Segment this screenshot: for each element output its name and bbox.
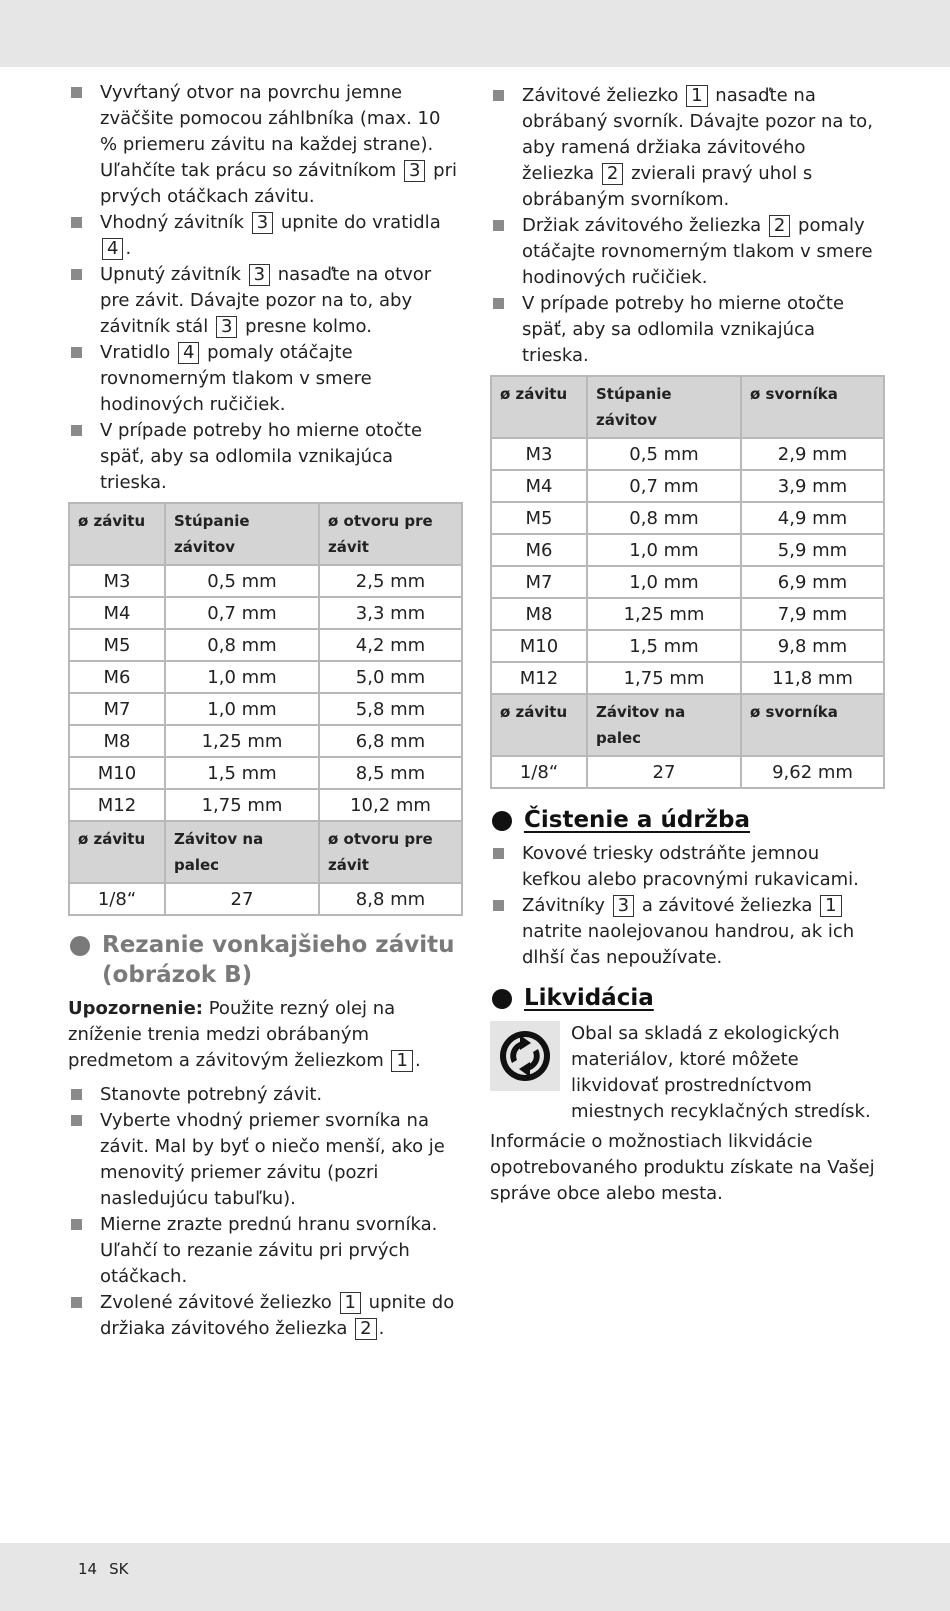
table-cell: M5 — [491, 502, 587, 534]
table-cell: 9,8 mm — [741, 630, 884, 662]
table-header-cell: ø závitu — [491, 694, 587, 756]
table-row — [491, 566, 884, 598]
table-cell: 1,0 mm — [165, 661, 319, 693]
right-column — [490, 83, 883, 1207]
bullet-item — [490, 291, 883, 369]
table-cell: 2,5 mm — [319, 565, 462, 597]
disposal-info-text: Informácie o možnostiach likvidácie opotrebovaného produktu získate na Vašej správe obce alebo mesta. — [490, 1131, 875, 1204]
right-spec-table-wrap — [490, 375, 883, 789]
part-ref-badge: 4 — [178, 342, 199, 364]
table-cell: 8,8 mm — [319, 883, 462, 915]
table-cell: 27 — [587, 756, 741, 788]
table-row — [69, 629, 462, 661]
cleaning-bullet-list — [490, 841, 883, 971]
table-cell: 3,9 mm — [741, 470, 884, 502]
part-ref-badge: 1 — [391, 1050, 412, 1072]
bullet-text: natrite naolejovanou handrou, ak ich dlhší čas nepoužívate. — [522, 921, 855, 968]
bullet-text: . — [125, 238, 132, 259]
table-cell: 10,2 mm — [319, 789, 462, 821]
table-header-cell: Závitov na palec — [587, 694, 741, 756]
table-row — [491, 630, 884, 662]
part-ref-badge: 3 — [613, 895, 634, 917]
table-cell: 0,7 mm — [587, 470, 741, 502]
recycling-symbol-icon — [490, 1021, 560, 1091]
bullet-item — [68, 418, 461, 496]
section-bullet-icon — [70, 936, 90, 956]
left-spec-table-wrap — [68, 502, 461, 916]
bullet-text: upnite do vratidla — [275, 212, 441, 233]
bullet-item — [68, 1108, 461, 1212]
table-cell: 1,75 mm — [587, 662, 741, 694]
table-cell: M7 — [491, 566, 587, 598]
table-cell: M3 — [491, 438, 587, 470]
table-cell: 1,75 mm — [165, 789, 319, 821]
table-cell: M7 — [69, 693, 165, 725]
table-header-cell: ø závitu — [491, 376, 587, 438]
table-header-cell: ø otvoru pre závit — [319, 503, 462, 565]
table-cell: 1,25 mm — [165, 725, 319, 757]
bullet-square-icon — [71, 269, 82, 280]
table-header-cell: ø svorníka — [741, 376, 884, 438]
bullet-text: Závitové želiezko — [522, 85, 685, 106]
table-header-cell: Závitov na palec — [165, 821, 319, 883]
bullet-text: nasaďte na otvor pre závit. Dávajte pozor na to, aby závitník stál — [100, 264, 432, 337]
bullet-text: Vratidlo — [100, 342, 176, 363]
table-cell: 1,5 mm — [587, 630, 741, 662]
cleaning-title: Čistenie a údržba — [524, 807, 750, 833]
bullet-text: pri prvých otáčkach závitu. — [100, 160, 458, 207]
bullet-text: Vyvŕtaný otvor na povrchu jemne zväčšite pomocou záhlbníka (max. 10 % priemeru závitu na každej strane). Uľahčíte tak prácu so závitníkom — [100, 82, 441, 181]
bullet-text: zvierali pravý uhol s obrábaným svorníkom. — [522, 163, 813, 210]
table-cell: M4 — [69, 597, 165, 629]
table-row — [69, 693, 462, 725]
thread-spec-table — [490, 375, 885, 789]
table-cell: 0,5 mm — [165, 565, 319, 597]
table-cell: M8 — [69, 725, 165, 757]
table-cell: 0,8 mm — [165, 629, 319, 661]
table-header-cell: ø závitu — [69, 503, 165, 565]
bullet-text: Stanovte potrebný závit. — [100, 1084, 323, 1105]
table-header-row — [491, 694, 884, 756]
bullet-text: Upnutý závitník — [100, 264, 247, 285]
table-header-cell: ø otvoru pre závit — [319, 821, 462, 883]
bullet-text: Zvolené závitové želiezko — [100, 1292, 338, 1313]
disposal-block — [490, 1021, 883, 1125]
table-row — [69, 725, 462, 757]
bullet-item — [490, 83, 883, 213]
bullet-item — [68, 80, 461, 210]
table-cell: M5 — [69, 629, 165, 661]
table-cell: 9,62 mm — [741, 756, 884, 788]
table-cell: 0,5 mm — [587, 438, 741, 470]
table-cell: 1,25 mm — [587, 598, 741, 630]
bullet-item — [68, 1290, 461, 1342]
disposal-text: Obal sa skladá z ekologických materiálov, ktoré môžete likvidovať prostredníctvom miestnych recyklačných stredísk. — [571, 1023, 871, 1122]
table-cell: 1/8“ — [491, 756, 587, 788]
table-cell: 1,5 mm — [165, 757, 319, 789]
bullet-square-icon — [493, 298, 504, 309]
table-cell: 1,0 mm — [587, 534, 741, 566]
table-row — [491, 438, 884, 470]
table-cell: M6 — [69, 661, 165, 693]
table-header-cell: Stúpanie závitov — [165, 503, 319, 565]
table-cell: 2,9 mm — [741, 438, 884, 470]
table-row — [69, 597, 462, 629]
table-cell: 1,0 mm — [587, 566, 741, 598]
bullet-text: V prípade potreby ho mierne otočte späť, aby sa odlomila vznikajúca trieska. — [522, 293, 845, 366]
section-heading-cleaning — [490, 805, 883, 835]
bullet-square-icon — [493, 220, 504, 231]
table-row — [491, 756, 884, 788]
bullet-text: pomaly otáčajte rovnomerným tlakom v smere hodinových ručičiek. — [522, 215, 873, 288]
part-ref-badge: 3 — [216, 316, 237, 338]
table-header-row — [69, 821, 462, 883]
bullet-text: upnite do držiaka závitového želiezka — [100, 1292, 455, 1339]
table-cell: 6,8 mm — [319, 725, 462, 757]
table-cell: 0,7 mm — [165, 597, 319, 629]
table-cell: 0,8 mm — [587, 502, 741, 534]
note-label: Upozornenie: — [68, 998, 203, 1019]
left-bullet-list-2 — [68, 1082, 461, 1342]
footer — [78, 1560, 140, 1578]
section-title-line-2: (obrázok B) — [102, 962, 253, 988]
bullet-item — [68, 340, 461, 418]
bullet-text: Kovové triesky odstráňte jemnou kefkou alebo pracovnými rukavicami. — [522, 843, 859, 890]
bullet-text: V prípade potreby ho mierne otočte späť, aby sa odlomila vznikajúca trieska. — [100, 420, 423, 493]
bullet-text: Držiak závitového želiezka — [522, 215, 767, 236]
part-ref-badge: 1 — [820, 895, 841, 917]
bullet-item — [490, 841, 883, 893]
bullet-square-icon — [493, 90, 504, 101]
table-row — [491, 662, 884, 694]
section-bullet-icon — [492, 811, 512, 831]
table-row — [69, 883, 462, 915]
bullet-square-icon — [71, 1089, 82, 1100]
note-paragraph — [68, 996, 461, 1074]
part-ref-badge: 1 — [340, 1292, 361, 1314]
table-cell: M8 — [491, 598, 587, 630]
note-text: Použite rezný olej na zníženie trenia medzi obrábaným predmetom a závitovým želiezkom — [68, 998, 396, 1071]
bullet-item — [490, 213, 883, 291]
bullet-text: Vhodný závitník — [100, 212, 250, 233]
bullet-square-icon — [71, 1219, 82, 1230]
table-row — [69, 757, 462, 789]
right-bullet-list-1 — [490, 83, 883, 369]
bullet-text: presne kolmo. — [239, 316, 372, 337]
left-bullet-list-1 — [68, 80, 461, 496]
table-header-row — [69, 503, 462, 565]
table-cell: 4,9 mm — [741, 502, 884, 534]
bullet-square-icon — [71, 87, 82, 98]
table-cell: 5,9 mm — [741, 534, 884, 566]
table-row — [69, 565, 462, 597]
table-row — [491, 598, 884, 630]
table-header-cell: ø svorníka — [741, 694, 884, 756]
bullet-item — [68, 262, 461, 340]
note-end: . — [414, 1050, 421, 1071]
bullet-text: pomaly otáčajte rovnomerným tlakom v smere hodinových ručičiek. — [100, 342, 372, 415]
section-bullet-icon — [492, 989, 512, 1009]
table-header-cell: Stúpanie závitov — [587, 376, 741, 438]
table-header-cell: ø závitu — [69, 821, 165, 883]
bullet-text: . — [378, 1318, 385, 1339]
table-cell: M10 — [69, 757, 165, 789]
table-row — [69, 661, 462, 693]
table-cell: 5,8 mm — [319, 693, 462, 725]
bullet-square-icon — [493, 900, 504, 911]
section-heading-disposal — [490, 983, 883, 1013]
bullet-square-icon — [71, 347, 82, 358]
part-ref-badge: 2 — [355, 1318, 376, 1340]
part-ref-badge: 2 — [602, 163, 623, 185]
language-code: SK — [109, 1560, 129, 1578]
table-row — [491, 502, 884, 534]
part-ref-badge: 4 — [102, 238, 123, 260]
bullet-square-icon — [493, 848, 504, 859]
table-cell: 27 — [165, 883, 319, 915]
bullet-text: Mierne zrazte prednú hranu svorníka. Uľahčí to rezanie závitu pri prvých otáčkach. — [100, 1214, 438, 1287]
bullet-text: Vyberte vhodný priemer svorníka na závit. Mal by byť o niečo menší, ako je menovitý priemer závitu (pozri nasledujúcu tabuľku). — [100, 1110, 445, 1209]
disposal-title: Likvidácia — [524, 985, 654, 1011]
table-cell: 1/8“ — [69, 883, 165, 915]
bullet-item — [68, 210, 461, 262]
part-ref-badge: 1 — [686, 85, 707, 107]
left-column — [68, 80, 461, 1342]
table-cell: 6,9 mm — [741, 566, 884, 598]
table-cell: M10 — [491, 630, 587, 662]
bullet-square-icon — [71, 425, 82, 436]
bullet-item — [68, 1212, 461, 1290]
top-header-band — [0, 0, 950, 67]
bullet-text: Závitníky — [522, 895, 611, 916]
table-cell: 1,0 mm — [165, 693, 319, 725]
table-cell: 5,0 mm — [319, 661, 462, 693]
table-cell: 3,3 mm — [319, 597, 462, 629]
table-cell: M12 — [491, 662, 587, 694]
part-ref-badge: 3 — [249, 264, 270, 286]
part-ref-badge: 3 — [404, 160, 425, 182]
table-cell: 4,2 mm — [319, 629, 462, 661]
part-ref-badge: 2 — [769, 215, 790, 237]
table-row — [69, 789, 462, 821]
table-cell: 7,9 mm — [741, 598, 884, 630]
page-number: 14 — [78, 1560, 98, 1578]
bullet-text: a závitové želiezka — [636, 895, 819, 916]
part-ref-badge: 3 — [252, 212, 273, 234]
table-cell: M3 — [69, 565, 165, 597]
thread-spec-table — [68, 502, 463, 916]
table-cell: M4 — [491, 470, 587, 502]
table-row — [491, 470, 884, 502]
section-heading-external-thread — [68, 930, 461, 990]
bullet-text: nasaďte na obrábaný svorník. Dávajte pozor na to, aby ramená držiaka závitového želiezka — [522, 85, 873, 184]
bullet-item — [490, 893, 883, 971]
table-cell: M6 — [491, 534, 587, 566]
bullet-item — [68, 1082, 461, 1108]
table-row — [491, 534, 884, 566]
section-title-line-1: Rezanie vonkajšieho závitu — [102, 932, 455, 958]
table-cell: 11,8 mm — [741, 662, 884, 694]
footer-band — [0, 1543, 950, 1611]
bullet-square-icon — [71, 1297, 82, 1308]
table-cell: M12 — [69, 789, 165, 821]
table-header-row — [491, 376, 884, 438]
bullet-square-icon — [71, 1115, 82, 1126]
table-cell: 8,5 mm — [319, 757, 462, 789]
bullet-square-icon — [71, 217, 82, 228]
